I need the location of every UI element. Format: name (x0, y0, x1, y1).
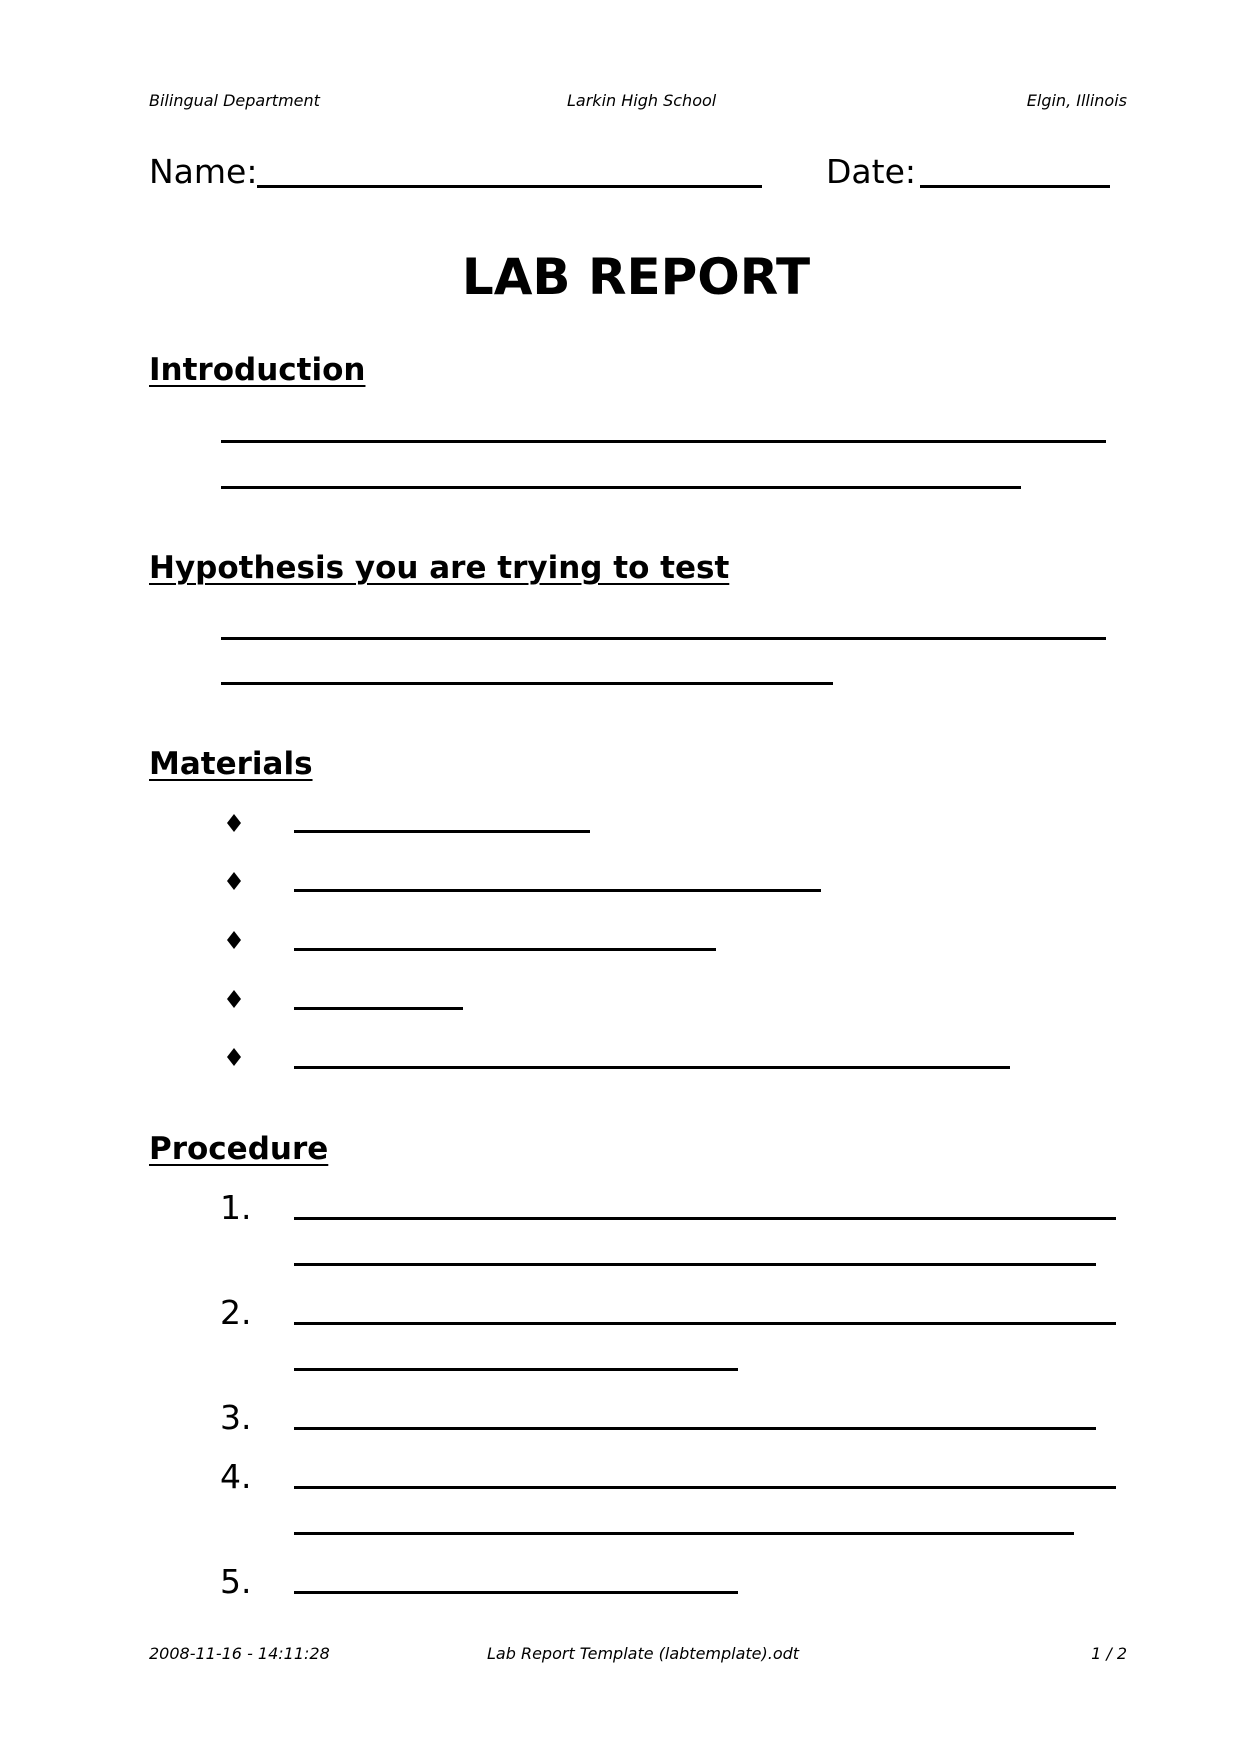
procedure-step-2-line-1[interactable] (294, 1322, 1116, 1325)
section-heading-introduction: Introduction (149, 352, 366, 388)
diamond-bullet-icon (223, 812, 245, 834)
page-title: LAB REPORT (461, 248, 811, 306)
hypothesis-line-2[interactable] (221, 682, 833, 685)
procedure-step-1-line-2[interactable] (294, 1263, 1096, 1266)
materials-line-5[interactable] (294, 1066, 1010, 1069)
procedure-step-4-line-2[interactable] (294, 1532, 1074, 1535)
procedure-number-4: 4. (220, 1457, 252, 1496)
hypothesis-line-1[interactable] (221, 637, 1106, 640)
diamond-bullet-icon (223, 929, 245, 951)
materials-line-4[interactable] (294, 1007, 463, 1010)
introduction-line-2[interactable] (221, 486, 1021, 489)
diamond-bullet-icon (223, 870, 245, 892)
materials-line-2[interactable] (294, 889, 821, 892)
procedure-step-3-line-1[interactable] (294, 1427, 1096, 1430)
date-label: Date: (826, 152, 916, 191)
header-left: Bilingual Department (149, 91, 320, 110)
procedure-number-2: 2. (220, 1293, 252, 1332)
procedure-step-4-line-1[interactable] (294, 1486, 1116, 1489)
procedure-step-1-line-1[interactable] (294, 1217, 1116, 1220)
footer-filename: Lab Report Template (labtemplate).odt (487, 1644, 800, 1663)
name-label: Name: (149, 152, 258, 191)
materials-line-1[interactable] (294, 830, 590, 833)
procedure-number-1: 1. (220, 1188, 252, 1227)
section-heading-hypothesis: Hypothesis you are trying to test (149, 550, 730, 586)
footer-timestamp: 2008-11-16 - 14:11:28 (149, 1644, 330, 1663)
name-blank-line[interactable] (257, 185, 762, 188)
procedure-step-5-line-1[interactable] (294, 1591, 738, 1594)
diamond-bullet-icon (223, 1046, 245, 1068)
procedure-step-2-line-2[interactable] (294, 1368, 738, 1371)
materials-line-3[interactable] (294, 948, 716, 951)
header-center: Larkin High School (567, 91, 717, 110)
procedure-number-3: 3. (220, 1398, 252, 1437)
introduction-line-1[interactable] (221, 440, 1106, 443)
date-blank-line[interactable] (920, 185, 1110, 188)
section-heading-procedure: Procedure (149, 1131, 329, 1167)
diamond-bullet-icon (223, 988, 245, 1010)
procedure-number-5: 5. (220, 1562, 252, 1601)
footer-page-number: 1 / 2 (1091, 1644, 1127, 1663)
header-right: Elgin, Illinois (1026, 91, 1127, 110)
section-heading-materials: Materials (149, 746, 313, 782)
